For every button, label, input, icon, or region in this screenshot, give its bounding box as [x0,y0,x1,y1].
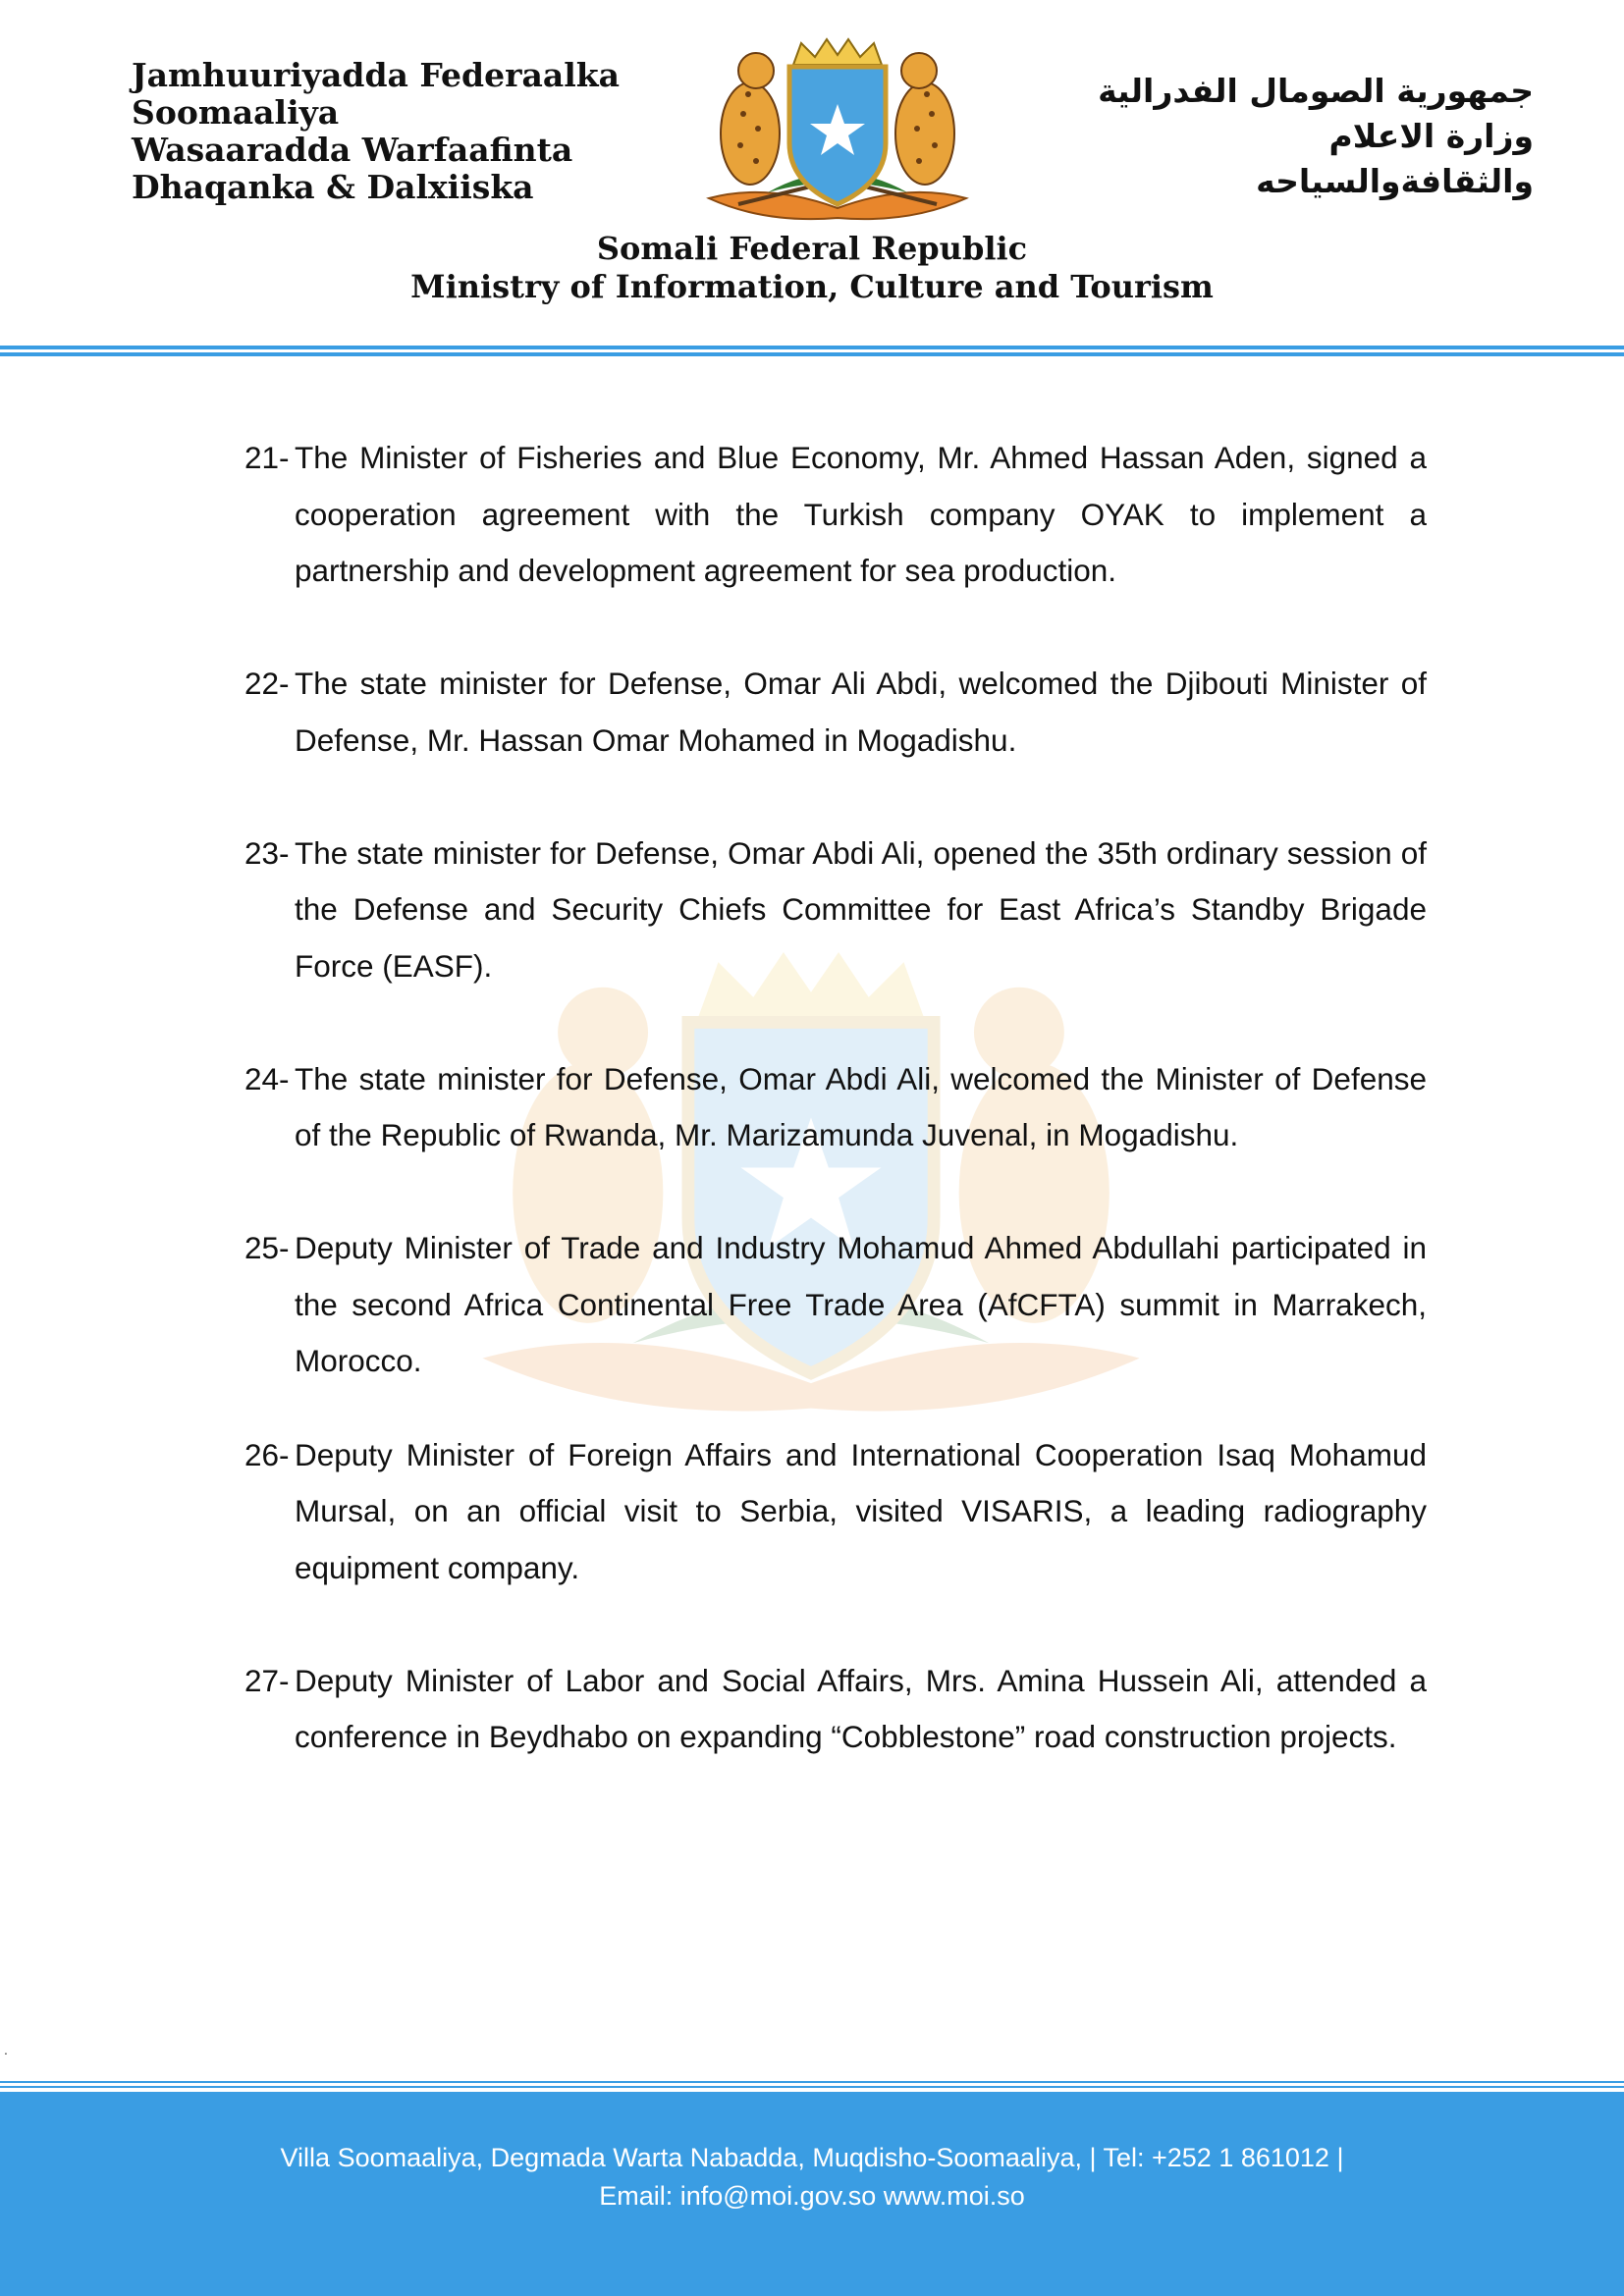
header-left-line: Dhaqanka & Dalxiiska [132,168,534,206]
item-text: The state minister for Defense, Omar Ali Abdi, welcomed the Djibouti Minister of Defense, Mr. Hassan Omar Mohamed in Mogadishu. [295,666,1427,758]
item-text: The state minister for Defense, Omar Abdi Ali, welcomed the Minister of Defense of the Republic of Rwanda, Mr. Marizamunda Juvenal, in Mogadishu. [295,1060,1427,1152]
item-text: Deputy Minister of Foreign Affairs and International Cooperation Isaq Mohamud Mursal, on an official visit to Serbia, visited VISARIS, a leading radiography equipment company. [295,1436,1427,1585]
header-left-line: Jamhuuriyadda Federaalka [132,56,621,94]
header-arabic-text [1023,69,1534,204]
header-right-line: وزارة الاعلام [1328,117,1534,155]
header-right-line: والثقافةوالسياحه [1256,162,1534,200]
item-text: Deputy Minister of Trade and Industry Mohamud Ahmed Abdullahi participated in the second Africa Continental Free Trade Area (AfCFTA) summit in Marrakech, Morocco. [295,1230,1427,1378]
list-item [244,1220,1427,1390]
footer-divider [0,2086,1624,2088]
item-number: 22- [244,666,290,701]
footer-divider [0,2081,1624,2083]
header-english-title [0,230,1624,306]
header-ministry-name: Ministry of Information, Culture and Tourism [410,268,1214,305]
item-number: 25- [244,1230,290,1265]
header-right-line: جمهورية الصومال الفدرالية [1098,72,1534,110]
header-left-line: Wasaaradda Warfaafinta [132,131,573,169]
list-item [244,826,1427,995]
header-somali-text [132,57,620,206]
item-number: 27- [244,1662,290,1698]
somalia-coat-of-arms-icon [699,35,976,230]
list-item [244,430,1427,600]
header-republic-name: Somali Federal Republic [596,230,1028,267]
header-divider [0,346,1624,349]
list-item [244,656,1427,769]
list-item [244,1427,1427,1597]
list-item [244,1051,1427,1164]
item-number: 21- [244,440,290,475]
footer-address: Villa Soomaaliya, Degmada Warta Nabadda, Muqdisho-Soomaaliya, | Tel: +252 1 861012 | [280,2143,1344,2172]
footer-contact: Email: info@moi.gov.so www.moi.so [599,2181,1025,2211]
item-text: The state minister for Defense, Omar Abdi Ali, opened the 35th ordinary session of the Defense and Security Chiefs Committee for East Africa’s Standby Brigade Force (EASF). [295,834,1427,984]
header-left-line: Soomaaliya [132,93,340,132]
item-number: 24- [244,1060,290,1096]
item-number: 26- [244,1436,290,1472]
footer [0,2092,1624,2296]
list-item [244,1653,1427,1766]
stray-mark: . [4,2042,8,2057]
item-text: The Minister of Fisheries and Blue Economy, Mr. Ahmed Hassan Aden, signed a cooperation agreement with the Turkish company OYAK to implement a partnership and development agreement for sea production. [295,440,1427,588]
item-text: Deputy Minister of Labor and Social Affairs, Mrs. Amina Hussein Ali, attended a conference in Beydhabo on expanding “Cobblestone” road construction projects. [295,1662,1427,1754]
item-number: 23- [244,834,290,871]
news-items-list [244,430,1427,1822]
header-divider [0,352,1624,356]
